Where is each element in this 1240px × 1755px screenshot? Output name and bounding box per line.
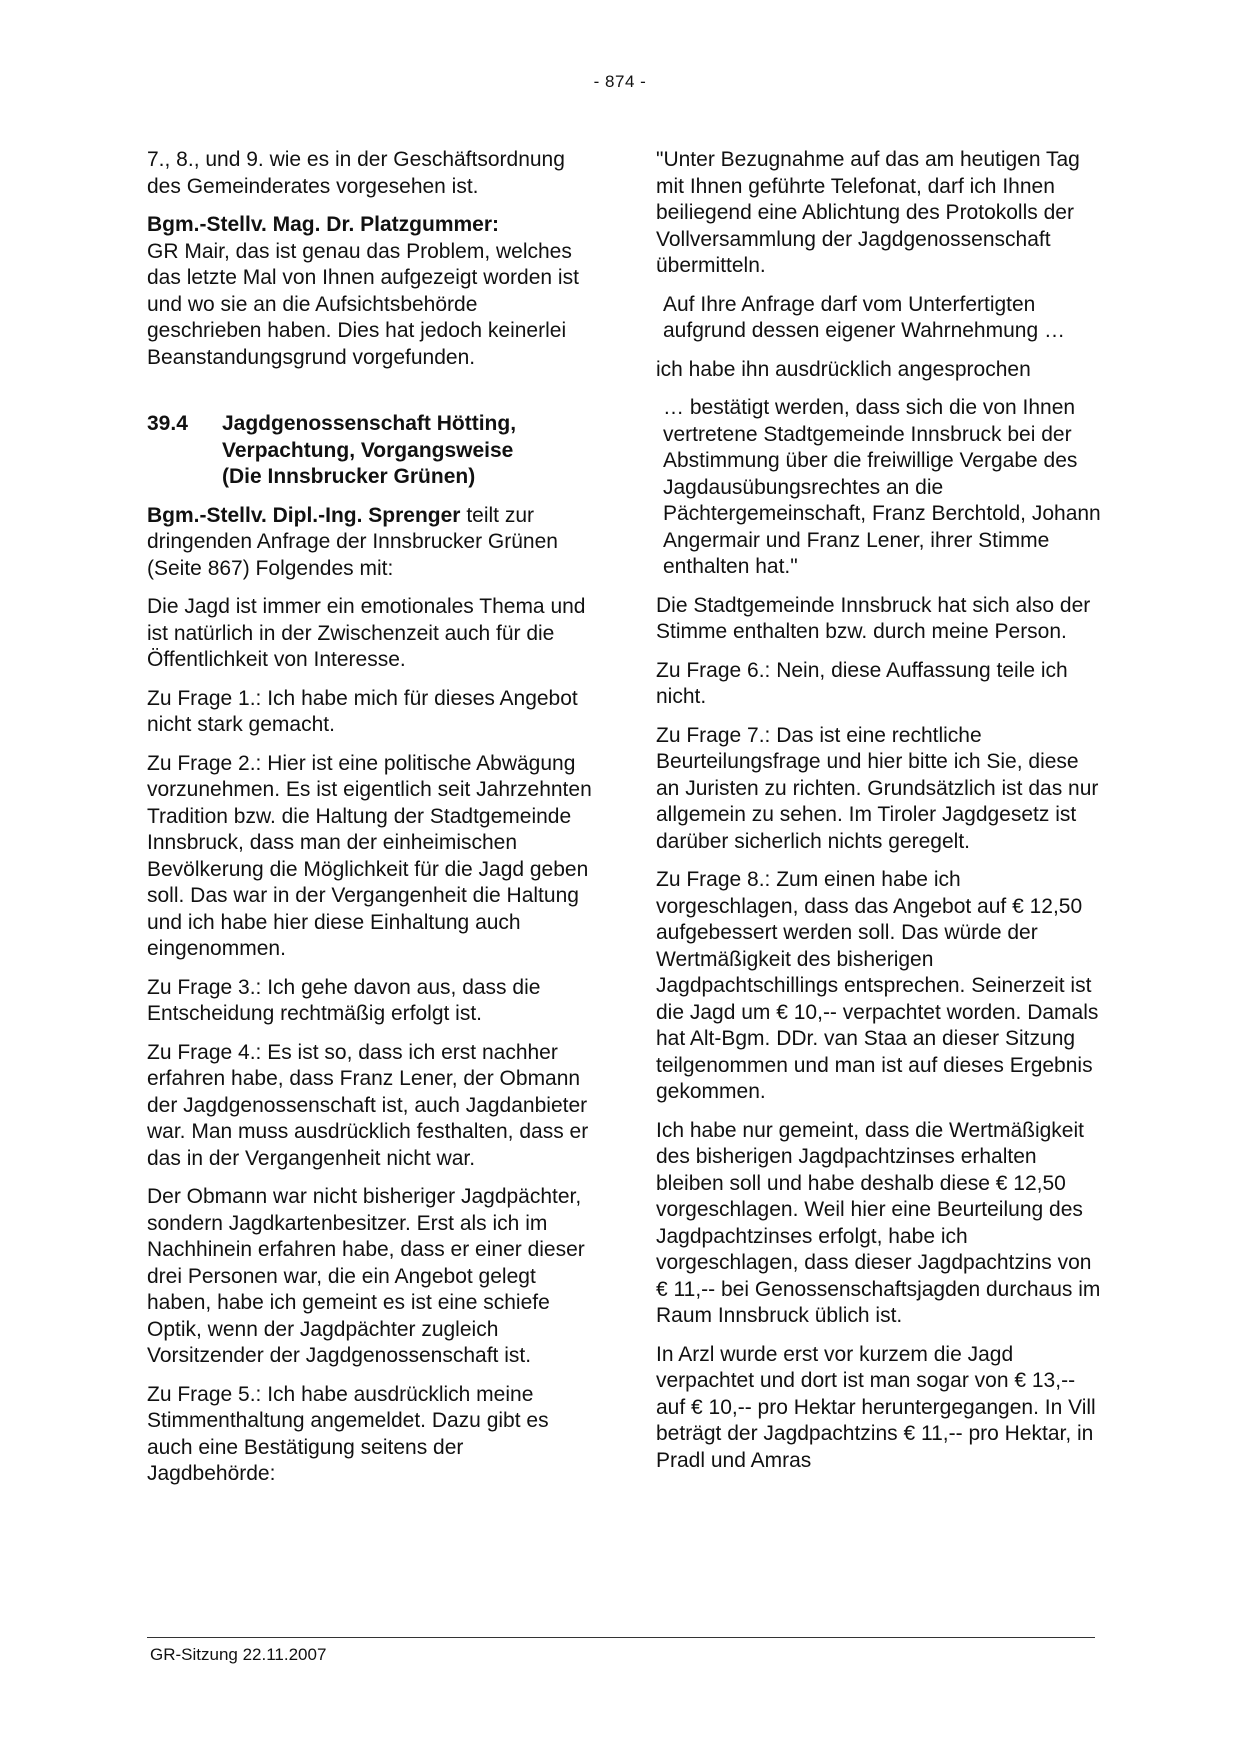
paragraph: Zu Frage 1.: Ich habe mich für dieses Angebot nicht stark gemacht. xyxy=(147,686,578,736)
section-heading xyxy=(147,411,592,491)
left-column xyxy=(147,147,592,1500)
paragraph: Zu Frage 4.: Es ist so, dass ich erst nachher erfahren habe, dass Franz Lener, der Obmann der Jagdgenossenschaft ist, auch Jagdanbieter war. Man muss ausdrücklich festhalten, dass er das in der Vergangenheit nicht war. xyxy=(147,1040,589,1170)
speaker-statement xyxy=(147,503,592,583)
paragraph: 7., 8., und 9. wie es in der Geschäftsordnung des Gemeinderates vorgesehen ist. xyxy=(147,148,565,198)
paragraph: Zu Frage 7.: Das ist eine rechtliche Beurteilungsfrage und hier bitte ich Sie, diese an Juristen zu richten. Grundsätzlich ist das nur allgemein zu sehen. Im Tiroler Jagdgesetz ist darüber sicherlich nichts geregelt. xyxy=(656,723,1099,853)
quote-paragraph: … bestätigt werden, dass sich die von Ihnen vertretene Stadtgemeinde Innsbruck bei der Abstimmung über die freiwillige Vergabe des Jagdausübungsrechtes an die Pächtergemeinschaft, Franz Berchtold, Johann Angermair und Franz Lener, ihrer Stimme enthalten hat." xyxy=(663,396,1101,578)
speaker-name: Bgm.-Stellv. Dipl.-Ing. Sprenger xyxy=(147,503,461,527)
right-column xyxy=(656,147,1104,1486)
footer-text: GR-Sitzung 22.11.2007 xyxy=(150,1645,327,1664)
section-number: 39.4 xyxy=(147,412,188,435)
paragraph: In Arzl wurde erst vor kurzem die Jagd verpachtet und dort ist man sogar von € 13,-- auf € 10,-- pro Hektar heruntergegangen. In Vill beträgt der Jagdpachtzins € 11,-- pro Hektar, in Pradl und Amras xyxy=(656,1342,1096,1472)
section-title-line: Verpachtung, Vorgangsweise xyxy=(222,438,514,462)
page-number: - 874 - xyxy=(593,72,647,91)
interjection: ich habe ihn ausdrücklich angesprochen xyxy=(656,357,1031,381)
section-title-line: Jagdgenossenschaft Hötting, xyxy=(222,412,517,435)
quote-paragraph: Auf Ihre Anfrage darf vom Unterfertigten aufgrund dessen eigener Wahrnehmung … xyxy=(663,292,1065,342)
speaker-statement xyxy=(147,212,592,371)
quote-paragraph: "Unter Bezugnahme auf das am heutigen Tag mit Ihnen geführte Telefonat, darf ich Ihnen beiliegend eine Ablichtung des Protokolls der Vollversammlung der Jagdgenossenschaft übermitteln. xyxy=(656,148,1080,277)
paragraph: Zu Frage 6.: Nein, diese Auffassung teile ich nicht. xyxy=(656,658,1068,708)
paragraph: Die Jagd ist immer ein emotionales Thema und ist natürlich in der Zwischenzeit auch für die Öffentlichkeit von Interesse. xyxy=(147,595,586,671)
section-title-line: (Die Innsbrucker Grünen) xyxy=(222,465,476,488)
paragraph: Zu Frage 8.: Zum einen habe ich vorgeschlagen, dass das Angebot auf € 12,50 aufgebessert werden soll. Das würde der Wertmäßigkeit des bisherigen Jagdpachtschillings entsprechen. Seinerzeit ist die Jagd um € 10,-- verpachtet worden. Damals hat Alt-Bgm. DDr. van Staa an dieser Sitzung teilgenommen und man ist auf dieses Ergebnis gekommen. xyxy=(656,868,1099,1103)
section-title xyxy=(222,411,516,491)
paragraph: Ich habe nur gemeint, dass die Wertmäßigkeit des bisherigen Jagdpachtzinses erhalten bleiben soll und habe deshalb diese € 12,50 vorgeschlagen. Weil hier eine Beurteilung des Jagdpachtzinses erfolgt, habe ich vorgeschlagen, dass dieser Jagdpachtzins von € 11,-- bei Genossenschaftsjagden durchaus im Raum Innsbruck üblich ist. xyxy=(656,1118,1101,1327)
speaker-name: Bgm.-Stellv. Mag. Dr. Platzgummer: xyxy=(147,213,500,236)
footer-divider xyxy=(147,1637,1095,1638)
paragraph: Zu Frage 3.: Ich gehe davon aus, dass die Entscheidung rechtmäßig erfolgt ist. xyxy=(147,975,541,1025)
paragraph: Zu Frage 5.: Ich habe ausdrücklich meine Stimmenthaltung angemeldet. Dazu gibt es auch eine Bestätigung seitens der Jagdbehörde: xyxy=(147,1382,549,1485)
statement-text: GR Mair, das ist genau das Problem, welches das letzte Mal von Ihnen aufgezeigt worden ist und wo sie an die Aufsichtsbehörde geschrieben haben. Dies hat jedoch keinerlei Beanstandungsgrund vorgefunden. xyxy=(147,239,579,369)
paragraph: Der Obmann war nicht bisheriger Jagdpächter, sondern Jagdkartenbesitzer. Erst als ich im Nachhinein erfahren habe, dass er einer dieser drei Personen war, die ein Angebot gelegt haben, habe ich gemeint es ist eine schiefe Optik, wenn der Jagdpächter zugleich Vorsitzender der Jagdgenossenschaft ist. xyxy=(147,1185,585,1367)
statement-text: teilt zur dringenden Anfrage der Innsbrucker Grünen (Seite 867) Folgendes mit: xyxy=(147,503,558,580)
paragraph: Zu Frage 2.: Hier ist eine politische Abwägung vorzunehmen. Es ist eigentlich seit Jahrzehnten Tradition bzw. die Haltung der Stadtgemeinde Innsbruck, dass man der einheimischen Bevölkerung die Möglichkeit für die Jagd geben soll. Das war in der Vergangenheit die Haltung und ich habe hier diese Einhaltung auch eingenommen. xyxy=(147,751,592,960)
paragraph: Die Stadtgemeinde Innsbruck hat sich also der Stimme enthalten bzw. durch meine Person. xyxy=(656,593,1091,643)
